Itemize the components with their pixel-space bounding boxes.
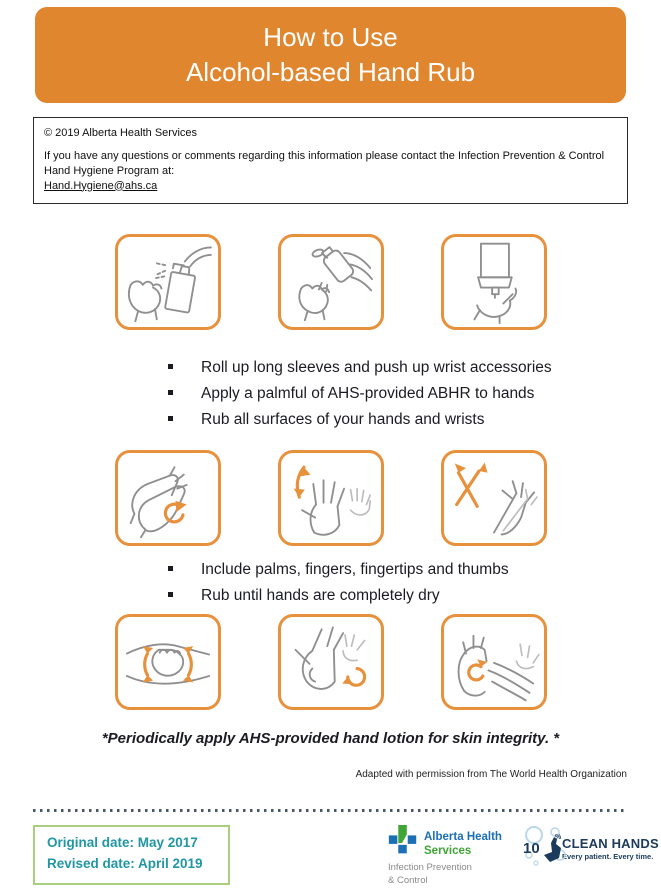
dotted-divider — [33, 809, 628, 812]
bullet-square-icon — [168, 364, 173, 369]
step-tile — [278, 614, 384, 710]
ahs-sub-line2: & Control — [388, 875, 428, 887]
contact-info-box — [33, 117, 628, 204]
contact-text: If you have any questions or comments regarding this information please contact the Infection Prevention & Control Hand Hygiene Program at: — [44, 149, 605, 177]
contact-paragraph — [44, 149, 617, 194]
thumb-rotation-rub-icon — [284, 620, 378, 704]
ahs-logo-text — [424, 831, 502, 857]
list-item — [168, 408, 661, 432]
instruction-list-1 — [168, 356, 661, 432]
step-row-rub-1 — [115, 450, 547, 546]
bullet-text: Apply a palmful of AHS-provided ABHR to hands — [201, 385, 535, 403]
original-date: Original date: May 2017 — [47, 835, 198, 851]
ahs-program-text — [388, 862, 516, 888]
ahs-logo — [388, 825, 516, 888]
title-line-1: How to Use — [263, 21, 398, 52]
page-title — [35, 7, 626, 103]
bullet-text: Rub all surfaces of your hands and wrists — [201, 411, 485, 429]
palm-to-palm-rub-icon — [121, 456, 215, 540]
list-item — [168, 584, 661, 608]
lotion-note: *Periodically apply AHS-provided hand lotion for skin integrity. * — [101, 730, 560, 748]
revised-date: Revised date: April 2019 — [47, 855, 203, 871]
bullet-text: Roll up long sleeves and push up wrist accessories — [201, 359, 552, 377]
poster-page — [0, 7, 661, 887]
ahs-cross-icon — [388, 825, 418, 859]
rotational-fist-rub-icon — [121, 620, 215, 704]
step-row-dispense — [115, 234, 547, 330]
step-tile — [441, 234, 547, 330]
list-item — [168, 382, 661, 406]
contact-email-link[interactable]: Hand.Hygiene@ahs.ca — [44, 179, 158, 192]
clean-hands-title: CLEAN HANDS — [562, 835, 659, 851]
step-row-rub-2 — [115, 614, 547, 710]
bullet-text: Include palms, fingers, fingertips and thumbs — [201, 561, 509, 579]
bullet-square-icon — [168, 416, 173, 421]
clean-hands-logo — [522, 825, 660, 869]
footer-logos — [388, 825, 660, 888]
dates-box — [33, 825, 230, 885]
step-tile — [441, 614, 547, 710]
interlaced-fingers-rub-icon — [284, 456, 378, 540]
crossed-hands-rub-icon — [447, 456, 541, 540]
wall-dispenser-icon — [447, 240, 541, 324]
clean-hands-text — [562, 836, 659, 861]
squeeze-bottle-pour-icon — [284, 240, 378, 324]
step-tile — [115, 614, 221, 710]
step-tile — [278, 234, 384, 330]
list-item — [168, 356, 661, 380]
svg-text:%: % — [555, 834, 562, 842]
step-tile — [115, 450, 221, 546]
title-line-2: Alcohol-based Hand Rub — [185, 57, 476, 87]
bullet-square-icon — [168, 566, 173, 571]
bullet-text: Rub until hands are completely dry — [201, 587, 440, 605]
copyright-text: © 2019 Alberta Health Services — [44, 127, 198, 139]
step-tile — [278, 450, 384, 546]
step-tile — [441, 450, 547, 546]
clean-hands-tagline: Every patient. Every time. — [562, 851, 654, 861]
svg-text:10: 10 — [523, 840, 540, 858]
ahs-name-line1: Alberta Health — [424, 831, 502, 844]
attribution-text: Adapted with permission from The World Health Organization — [355, 769, 627, 781]
pump-bottle-dispense-icon — [121, 240, 215, 324]
ahs-sub-line1: Infection Prevention — [388, 862, 472, 874]
ahs-name-line2: Services — [424, 844, 472, 857]
bullet-square-icon — [168, 592, 173, 597]
footer — [33, 825, 660, 888]
list-item — [168, 558, 661, 582]
clean-hands-mark-icon — [522, 825, 566, 869]
bullet-square-icon — [168, 390, 173, 395]
step-tile — [115, 234, 221, 330]
instruction-list-2 — [168, 558, 661, 608]
fingertips-in-palm-rub-icon — [447, 620, 541, 704]
